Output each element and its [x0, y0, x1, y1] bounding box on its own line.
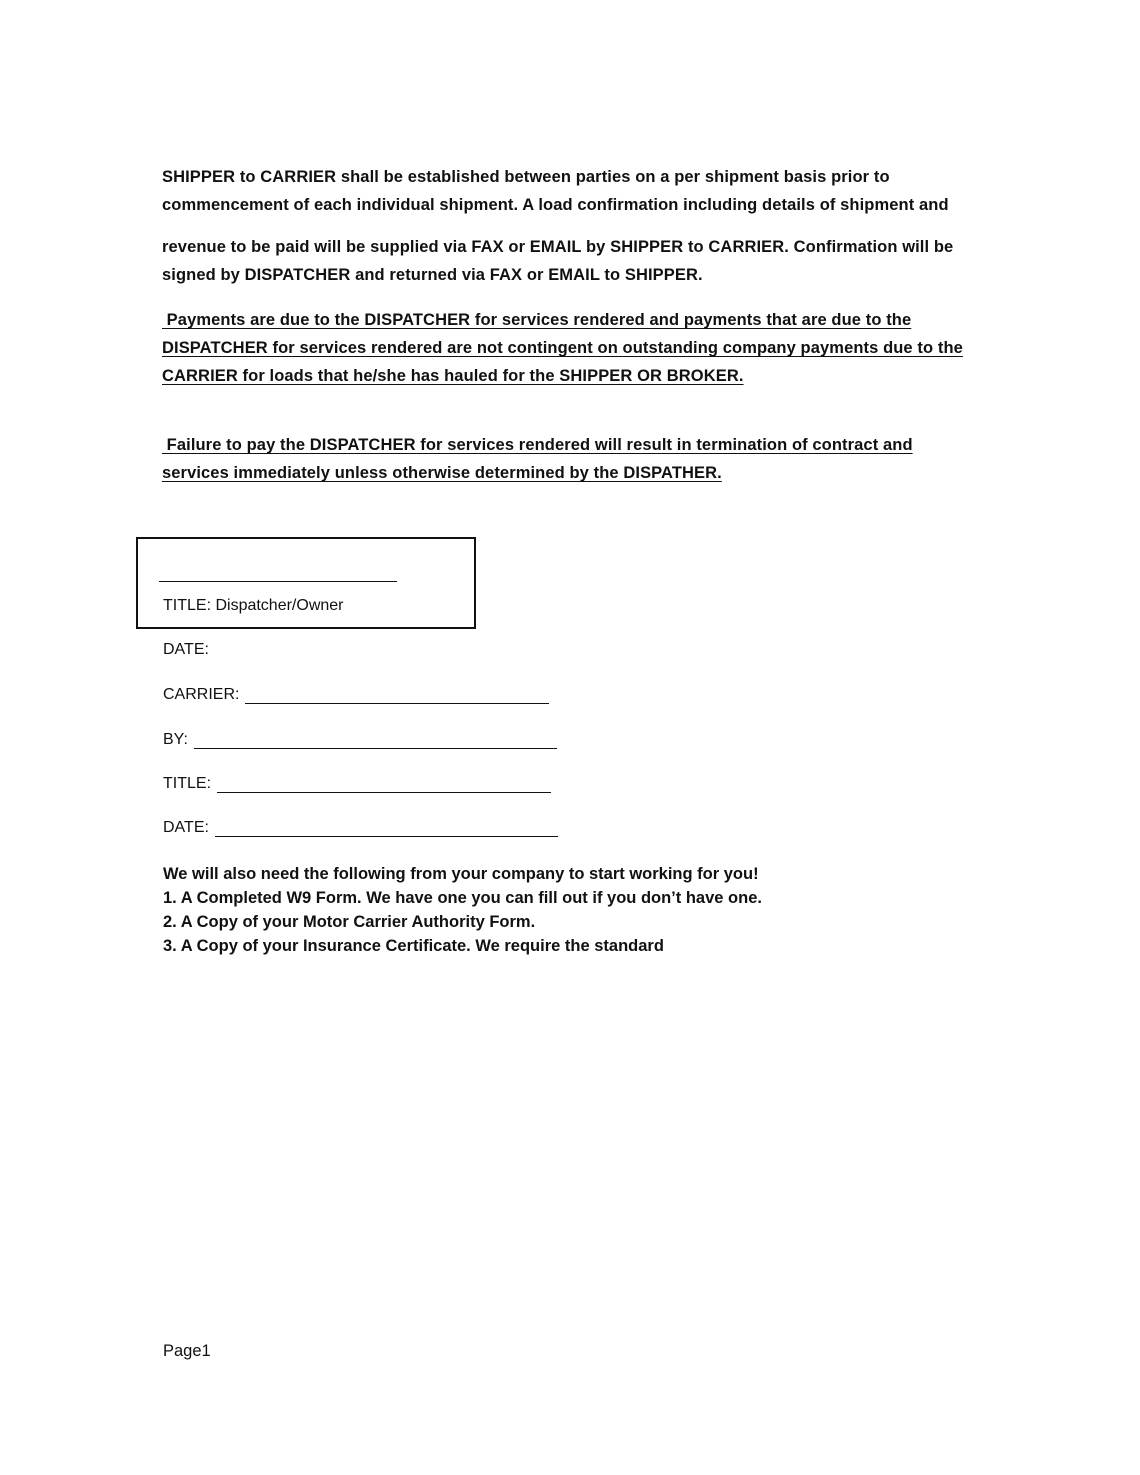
paragraph-line: Failure to pay the DISPATCHER for services rendered will result in termination of contract and [162, 436, 913, 454]
field-label: TITLE: [163, 775, 212, 792]
paragraph-failure-to-pay [162, 431, 992, 487]
list-item: 2. A Copy of your Motor Carrier Authority Form. [163, 913, 536, 931]
page-number: Page1 [163, 1342, 211, 1360]
field-label: BY: [163, 731, 188, 748]
paragraph-line: DISPATCHER for services rendered are not contingent on outstanding company payments due to the [162, 339, 963, 357]
carrier-date-field [163, 819, 558, 837]
field-label: DATE: [163, 819, 209, 836]
signature-title: TITLE: Dispatcher/Owner [163, 597, 344, 614]
field-label: CARRIER: [163, 686, 240, 703]
list-item: 3. A Copy of your Insurance Certificate. We require the standard [163, 937, 664, 955]
date-blank-line[interactable] [215, 822, 558, 837]
paragraph-line: CARRIER for loads that he/she has hauled for the SHIPPER OR BROKER. [162, 367, 744, 385]
paragraph-rates [162, 163, 992, 219]
signature-line[interactable] [159, 581, 397, 582]
requirements-list [163, 862, 762, 958]
paragraph-line: services immediately unless otherwise determined by the DISPATHER. [162, 464, 722, 482]
paragraph-confirmation [162, 233, 992, 289]
carrier-field [163, 686, 549, 704]
by-field [163, 731, 557, 749]
title-field [163, 775, 551, 793]
title-blank-line[interactable] [217, 778, 551, 793]
field-label: DATE: [163, 641, 209, 658]
paragraph-line: revenue to be paid will be supplied via FAX or EMAIL by SHIPPER to CARRIER. Confirmation will be [162, 238, 954, 256]
paragraph-line: signed by DISPATCHER and returned via FAX or EMAIL to SHIPPER. [162, 266, 703, 284]
dispatcher-date-field [163, 641, 209, 659]
carrier-blank-line[interactable] [245, 689, 549, 704]
paragraph-line: SHIPPER to CARRIER shall be established between parties on a per shipment basis prior to [162, 168, 890, 186]
paragraph-payments [162, 306, 992, 390]
dispatcher-signature-box [136, 537, 476, 629]
paragraph-line: commencement of each individual shipment. A load confirmation including details of shipment and [162, 196, 949, 214]
list-item: We will also need the following from your company to start working for you! [163, 865, 759, 883]
list-item: 1. A Completed W9 Form. We have one you can fill out if you don’t have one. [163, 889, 762, 907]
by-blank-line[interactable] [194, 734, 557, 749]
paragraph-line: Payments are due to the DISPATCHER for services rendered and payments that are due to the [162, 311, 912, 329]
